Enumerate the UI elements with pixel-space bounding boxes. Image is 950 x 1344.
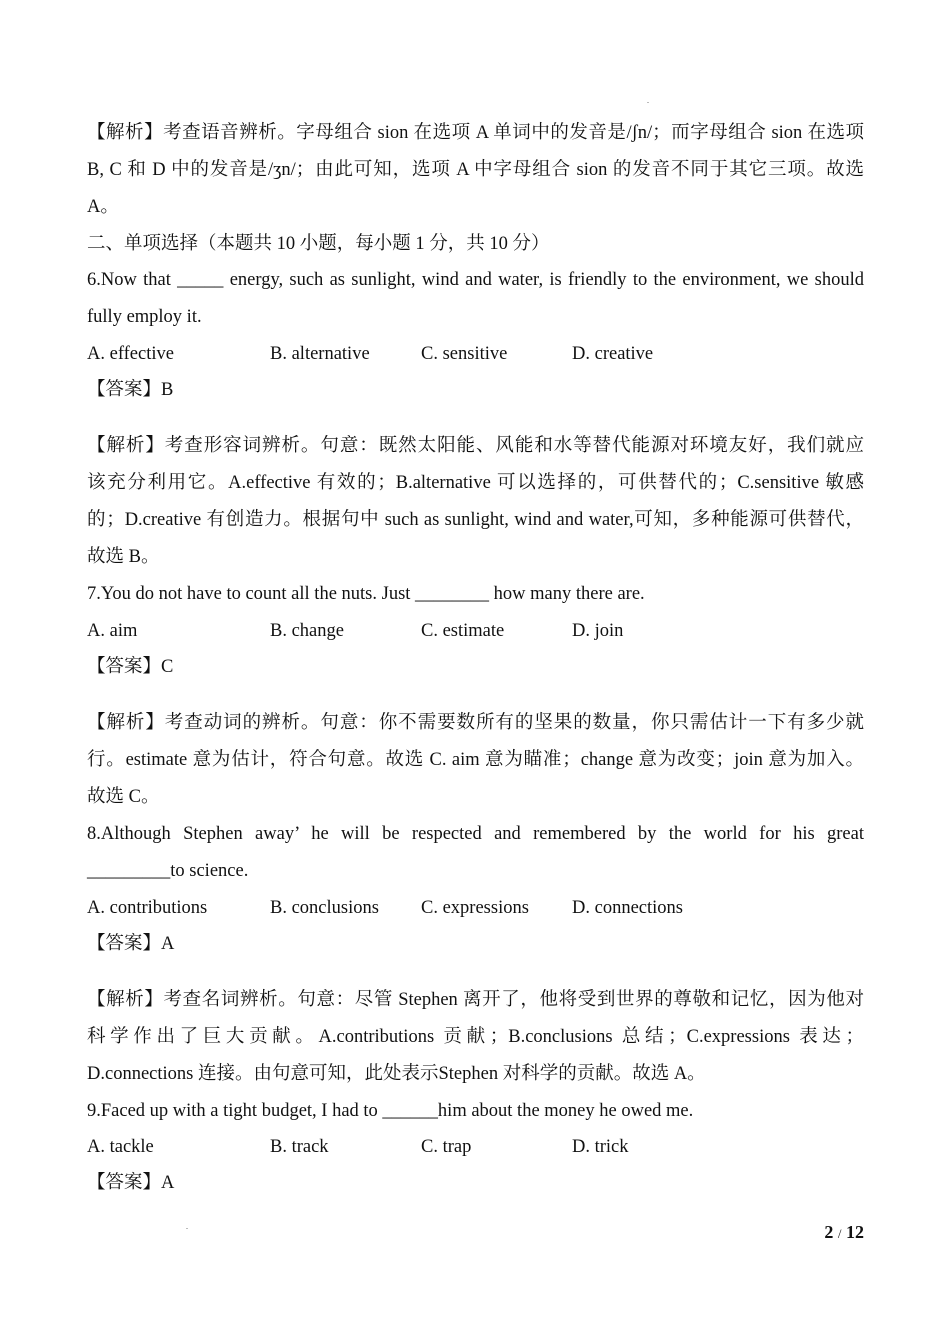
q7-option-b: B. change — [270, 621, 344, 641]
q6-analysis-line-3: 的；D.creative 有创造力。根据句中 such as sunlight, wind and water,可知，多种能源可供替代， — [87, 510, 864, 530]
q8-answer: 【答案】A — [87, 934, 175, 954]
q8-option-b: B. conclusions — [270, 898, 379, 918]
q6-stem-line-2: fully employ it. — [87, 307, 202, 327]
q7-option-d: D. join — [572, 621, 624, 641]
q8-stem-line-2: _________to science. — [87, 861, 249, 881]
q6-analysis-line-1: 【解析】考查形容词辨析。句意：既然太阳能、风能和水等替代能源对环境友好，我们就应 — [87, 436, 864, 456]
q7-stem: 7.You do not have to count all the nuts. Just ________ how many there are. — [87, 584, 645, 604]
q8-option-d: D. connections — [572, 898, 683, 918]
q8-option-a: A. contributions — [87, 898, 208, 918]
q5-analysis-line-3: A。 — [87, 197, 119, 217]
q6-analysis-line-2: 该充分利用它。A.effective 有效的；B.alternative 可以选择的，可供替代的；C.sensitive 敏感 — [87, 473, 864, 493]
q8-stem-line-1: 8.Although Stephen away’ he will be respected and remembered by the world for his great — [87, 824, 864, 844]
q8-analysis-line-3: D.connections 连接。由句意可知，此处表示Stephen 对科学的贡献。故选 A。 — [87, 1064, 706, 1084]
q6-stem-line-1: 6.Now that _____ energy, such as sunlight, wind and water, is friendly to the environment, we should — [87, 270, 864, 290]
scan-speck — [647, 102, 649, 103]
q9-option-a: A. tackle — [87, 1137, 154, 1157]
q7-analysis-line-3: 故选 C。 — [87, 787, 160, 807]
q7-analysis-line-1: 【解析】考查动词的辨析。句意：你不需要数所有的坚果的数量，你只需估计一下有多少就 — [87, 713, 864, 733]
q6-option-a: A. effective — [87, 344, 174, 364]
q8-analysis-line-2: 科学作出了巨大贡献。A.contributions 贡献；B.conclusions 总结；C.expressions 表达； — [87, 1027, 864, 1047]
q6-analysis-line-4: 故选 B。 — [87, 547, 160, 567]
q9-option-c: C. trap — [421, 1137, 472, 1157]
page-number-separator: / — [837, 1226, 842, 1241]
page-number-total: 12 — [846, 1222, 864, 1242]
q5-analysis-line-1: 【解析】考查语音辨析。字母组合 sion 在选项 A 单词中的发音是/ʃn/；而字母组合 sion 在选项 — [87, 123, 864, 143]
q6-option-b: B. alternative — [270, 344, 370, 364]
q6-answer: 【答案】B — [87, 380, 174, 400]
q7-option-c: C. estimate — [421, 621, 505, 641]
q7-analysis-line-2: 行。estimate 意为估计，符合句意。故选 C. aim 意为瞄准；change 意为改变；join 意为加入。 — [87, 750, 864, 770]
q9-option-b: B. track — [270, 1137, 329, 1157]
q6-option-c: C. sensitive — [421, 344, 508, 364]
q7-answer: 【答案】C — [87, 657, 174, 677]
q6-option-d: D. creative — [572, 344, 654, 364]
scan-speck — [186, 1228, 188, 1229]
q9-stem: 9.Faced up with a tight budget, I had to ______him about the money he owed me. — [87, 1101, 694, 1121]
page-number-current: 2 — [824, 1222, 834, 1242]
q8-analysis-line-1: 【解析】考查名词辨析。句意：尽管 Stephen 离开了，他将受到世界的尊敬和记忆，因为他对 — [87, 990, 864, 1010]
q9-answer: 【答案】A — [87, 1173, 175, 1193]
section-heading: 二、单项选择（本题共 10 小题，每小题 1 分，共 10 分） — [87, 234, 550, 254]
q5-analysis-line-2: B, C 和 D 中的发音是/ʒn/；由此可知，选项 A 中字母组合 sion 的发音不同于其它三项。故选 — [87, 160, 864, 180]
q9-option-d: D. trick — [572, 1137, 629, 1157]
q8-option-c: C. expressions — [421, 898, 529, 918]
q7-option-a: A. aim — [87, 621, 138, 641]
page-number — [824, 1222, 864, 1243]
